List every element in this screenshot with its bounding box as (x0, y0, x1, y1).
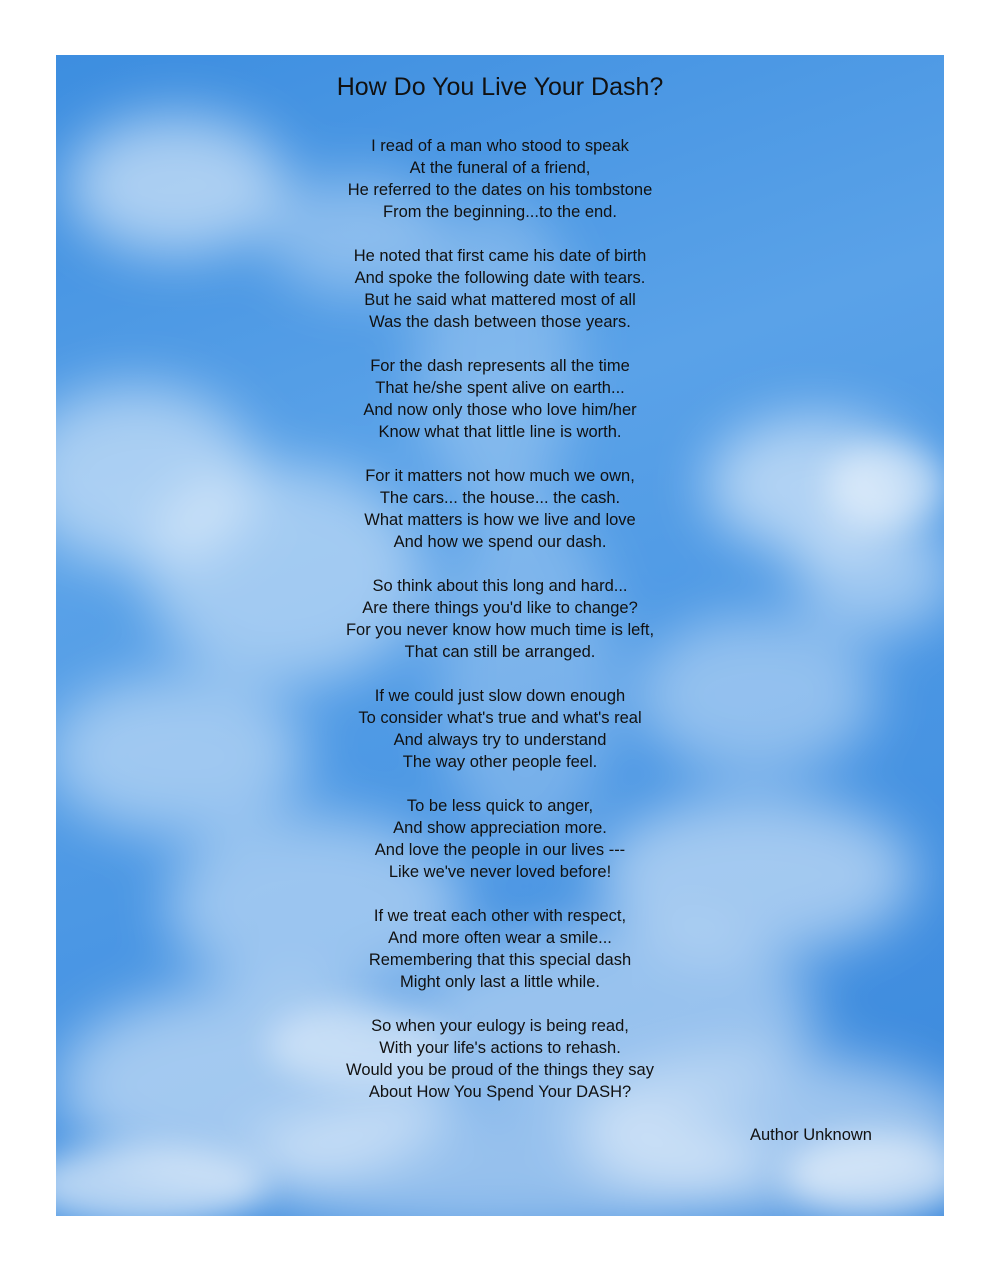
stanza (56, 795, 944, 883)
poem-line: Remembering that this special dash (368, 951, 632, 969)
stanza (56, 905, 944, 993)
poem-line: For the dash represents all the time (370, 357, 630, 375)
poem-page (56, 55, 944, 1216)
poem-line: Was the dash between those years. (369, 313, 631, 331)
poem-line: That he/she spent alive on earth... (375, 379, 625, 397)
poem-line: For you never know how much time is left, (345, 621, 655, 639)
poem-line: Like we've never loved before! (388, 863, 612, 881)
poem-line: And more often wear a smile... (388, 929, 612, 947)
poem-line: So think about this long and hard... (372, 577, 628, 595)
poem-line: And love the people in our lives --- (374, 841, 626, 859)
poem-line: For it matters not how much we own, (365, 467, 635, 485)
poem-line: The cars... the house... the cash. (379, 489, 621, 507)
poem-line: To be less quick to anger, (406, 797, 594, 815)
poem-line: And now only those who love him/her (363, 401, 637, 419)
stanza (56, 465, 944, 553)
poem-line: If we treat each other with respect, (373, 907, 627, 925)
poem-body (56, 135, 944, 1125)
poem-line: To consider what's true and what's real (358, 709, 642, 727)
poem-line: But he said what mattered most of all (364, 291, 636, 309)
poem-line: And always try to understand (393, 731, 607, 749)
poem-line: And spoke the following date with tears. (354, 269, 646, 287)
poem-line: With your life's actions to rehash. (379, 1039, 621, 1057)
poem-line: Might only last a little while. (400, 973, 600, 991)
poem-line: He noted that first came his date of birth (353, 247, 647, 265)
stanza (56, 355, 944, 443)
sky-background (56, 55, 944, 1216)
poem-line: Would you be proud of the things they say (346, 1061, 654, 1079)
poem-line: That can still be arranged. (404, 643, 596, 661)
stanza (56, 245, 944, 333)
poem-title: How Do You Live Your Dash? (336, 73, 664, 101)
poem-line: At the funeral of a friend, (409, 159, 591, 177)
poem-line: About How You Spend Your DASH? (368, 1083, 632, 1101)
stanza (56, 575, 944, 663)
poem-line: So when your eulogy is being read, (371, 1017, 629, 1035)
poem-line: He referred to the dates on his tombstone (347, 181, 653, 199)
poem-line: I read of a man who stood to speak (371, 137, 629, 155)
stanza (56, 1015, 944, 1103)
poem-line: Know what that little line is worth. (378, 423, 622, 441)
stanza (56, 135, 944, 223)
poem-line: What matters is how we live and love (364, 511, 636, 529)
poem-line: Are there things you'd like to change? (362, 599, 638, 617)
poem-line: And show appreciation more. (393, 819, 607, 837)
stanza (56, 685, 944, 773)
poem-line: And how we spend our dash. (393, 533, 607, 551)
poem-line: The way other people feel. (402, 753, 598, 771)
poem-line: From the beginning...to the end. (383, 203, 617, 221)
author-credit: Author Unknown (750, 1126, 872, 1144)
poem-line: If we could just slow down enough (374, 687, 626, 705)
